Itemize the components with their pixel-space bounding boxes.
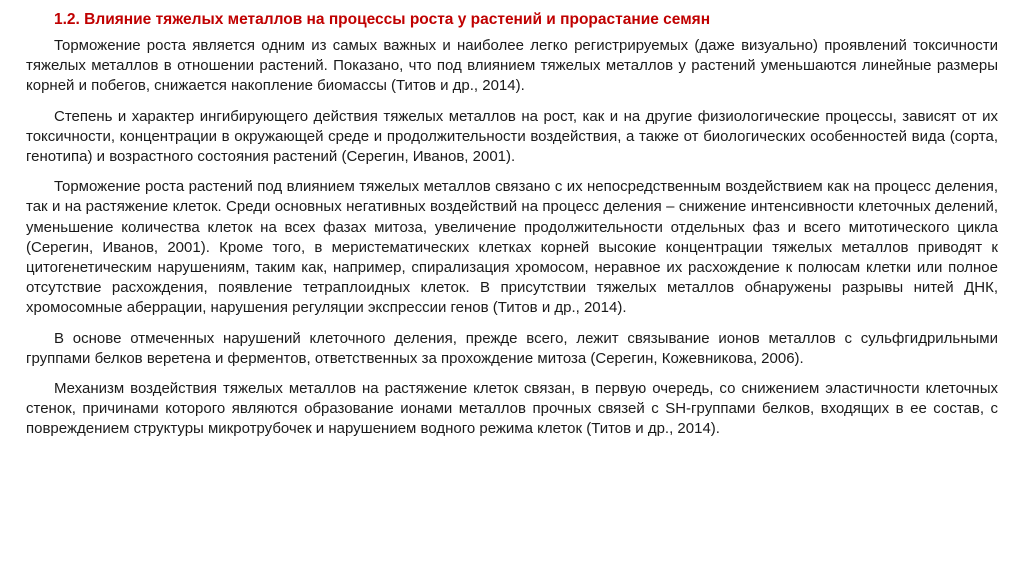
section-title: 1.2. Влияние тяжелых металлов на процессы роста у растений и прорастание семян [54, 11, 711, 28]
paragraph-4: В основе отмеченных нарушений клеточного деления, прежде всего, лежит связывание ионов металлов с сульфгидрильными группами белков веретена и ферментов, ответственных за прохождение митоза (Серегин, Кожевникова, 2006). [26, 329, 998, 367]
paragraph-1: Торможение роста является одним из самых важных и наиболее легко регистрируемых (даже визуально) проявлений токсичности тяжелых металлов в отношении растений. Показано, что под влиянием тяжелых металлов у растений уменьшаются линейные размеры корней и побегов, снижается накопление биомассы (Титов и др., 2014). [26, 37, 998, 95]
paragraph-2: Степень и характер ингибирующего действия тяжелых металлов на рост, как и на другие физиологические процессы, зависят от их токсичности, концентрации в окружающей среде и продолжительности воздействия, а также от биологических особенностей вида (сорта, генотипа) и возрастного состояния растений (Серегин, Иванов, 2001). [26, 107, 998, 166]
paragraph-3: Торможение роста растений под влиянием тяжелых металлов связано с их непосредственным воздействием как на процесс деления, так и на растяжение клеток. Среди основных негативных воздействий на процесс деления – снижение интенсивности клеточных делений, уменьшение количества клеток на всех фазах митоза, увеличение продолжительности отдельных фаз и всего митотического цикла (Серегин, Иванов, 2001). Кроме того, в меристематических клетках корней высокие концентрации тяжелых металлов приводят к цитогенетическим нарушениям, таким как, например, спирализация хромосом, неравное их расхождение к полюсам клетки или полное отсутствие расхождения, появление тетраплоидных клеток. В присутствии тяжелых металлов обнаружены разрывы нитей ДНК, хромосомные аберрации, нарушения регуляции экспрессии генов (Титов и др., 2014). [26, 178, 998, 317]
paragraph-5: Механизм воздействия тяжелых металлов на растяжение клеток связан, в первую очередь, со снижением эластичности клеточных стенок, причинами которого являются образование ионами металлов прочных связей с SH-группами белков, входящих в ее состав, с повреждением структуры микротрубочек и нарушением водного режима клеток (Титов и др., 2014). [26, 380, 998, 438]
